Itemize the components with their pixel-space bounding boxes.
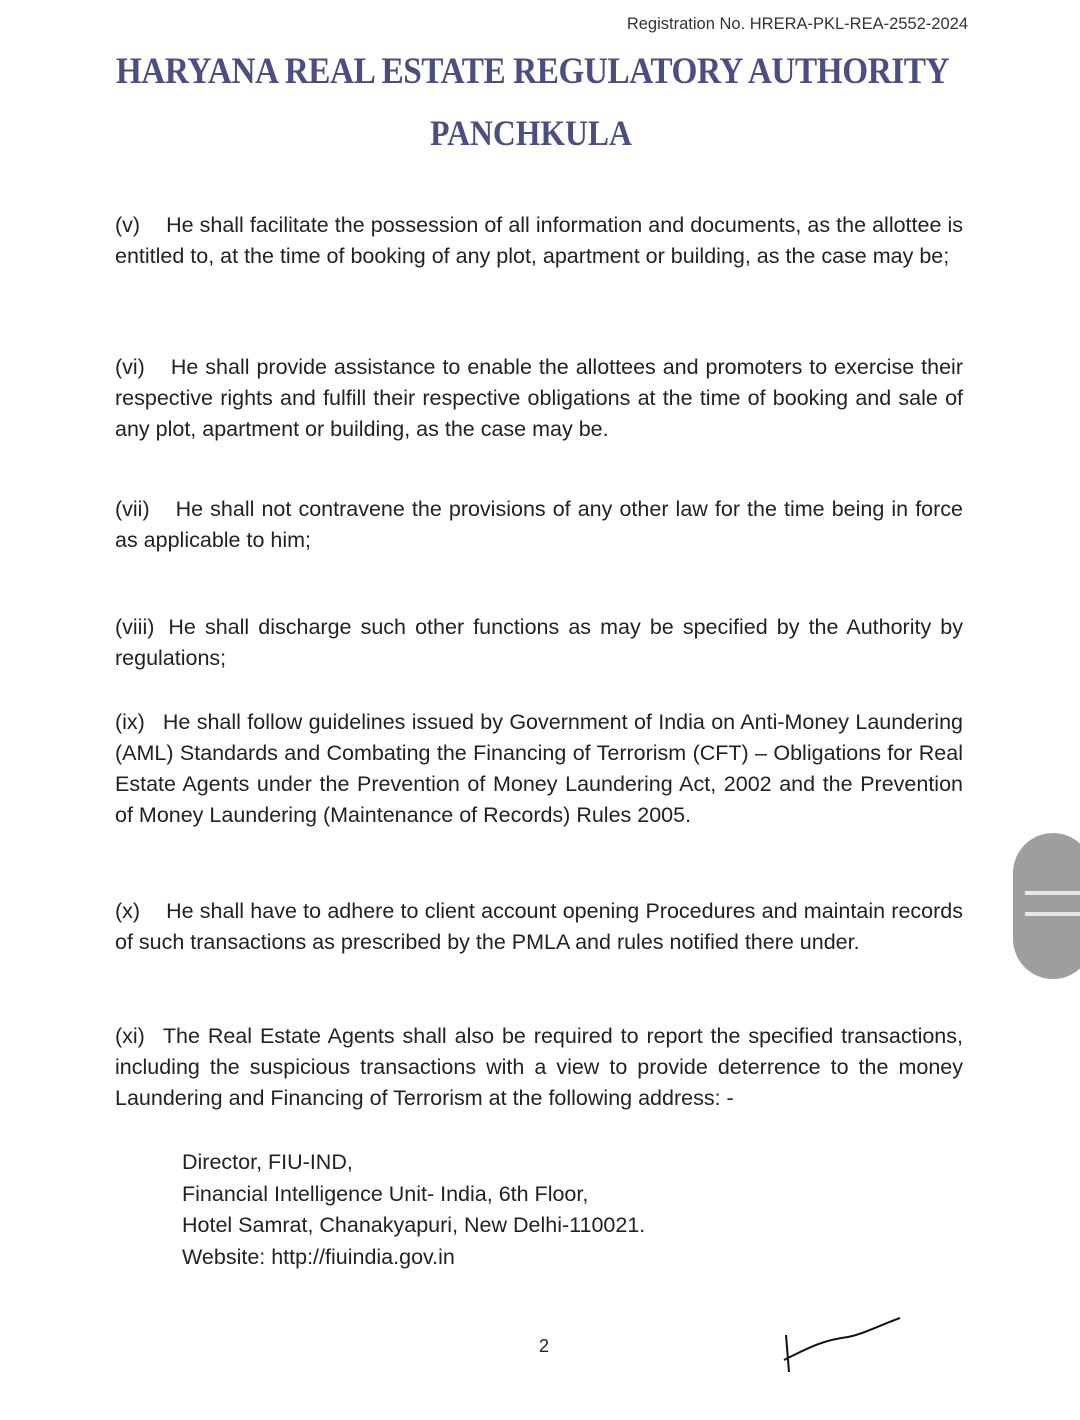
clause-text: The Real Estate Agents shall also be required to report the specified transactions, including the suspicious transactions with a view to provide deterrence to the money Laundering and Financing of Terrorism at the following address: - xyxy=(115,1024,963,1110)
address-line: Director, FIU-IND, xyxy=(182,1150,353,1174)
document-title: HARYANA REAL ESTATE REGULATORY AUTHORITY xyxy=(115,51,950,92)
clause-number: (ix) xyxy=(115,710,145,734)
address-website: Website: http://fiuindia.gov.in xyxy=(182,1244,455,1269)
clause-text: He shall follow guidelines issued by Government of India on Anti-Money Laundering (AML) Standards and Combating the Financing of Terrorism (CFT) – Obligations for Real Estate Agents under the Prevention of Money Laundering Act, 2002 and the Prevention of Money Laundering (Maintenance of Records) Rules 2005. xyxy=(115,710,963,827)
address-line: Financial Intelligence Unit- India, 6th Floor, xyxy=(182,1181,589,1206)
clause-vii xyxy=(115,494,963,556)
grip-line-icon xyxy=(1025,912,1080,916)
fiu-address xyxy=(182,1147,645,1273)
registration-number: Registration No. HRERA-PKL-REA-2552-2024 xyxy=(626,15,968,33)
clause-viii xyxy=(115,612,963,674)
clause-text: He shall discharge such other functions as may be specified by the Authority by regulations; xyxy=(115,615,963,670)
clause-ix xyxy=(115,707,963,831)
clause-number: (xi) xyxy=(115,1024,145,1048)
signature-icon xyxy=(778,1310,908,1380)
clause-vi xyxy=(115,352,963,445)
signature xyxy=(778,1310,908,1385)
document-subtitle: PANCHKULA xyxy=(430,113,632,153)
clause-number: (vi) xyxy=(115,355,145,379)
clause-v xyxy=(115,210,963,272)
clause-text: He shall not contravene the provisions of any other law for the time being in force as applicable to him; xyxy=(115,497,963,552)
clause-x xyxy=(115,896,963,958)
grip-line-icon xyxy=(1025,891,1080,895)
clause-number: (x) xyxy=(115,899,141,923)
clause-number: (vii) xyxy=(115,497,150,521)
address-line: Hotel Samrat, Chanakyapuri, New Delhi-110021. xyxy=(182,1213,646,1237)
page-number: 2 xyxy=(539,1336,550,1356)
clause-text: He shall provide assistance to enable the allottees and promoters to exercise their respective rights and fulfill their respective obligations at the time of booking and sale of any plot, apartment or building, as the case may be. xyxy=(115,355,963,441)
clause-text: He shall have to adhere to client account opening Procedures and maintain records of such transactions as prescribed by the PMLA and rules notified there under. xyxy=(115,899,963,954)
clause-xi xyxy=(115,1021,963,1114)
scroll-handle[interactable] xyxy=(1013,833,1080,979)
clause-text: He shall facilitate the possession of all information and documents, as the allottee is entitled to, at the time of booking of any plot, apartment or building, as the case may be; xyxy=(115,213,963,268)
clause-number: (viii) xyxy=(115,615,155,639)
clause-number: (v) xyxy=(115,213,141,237)
